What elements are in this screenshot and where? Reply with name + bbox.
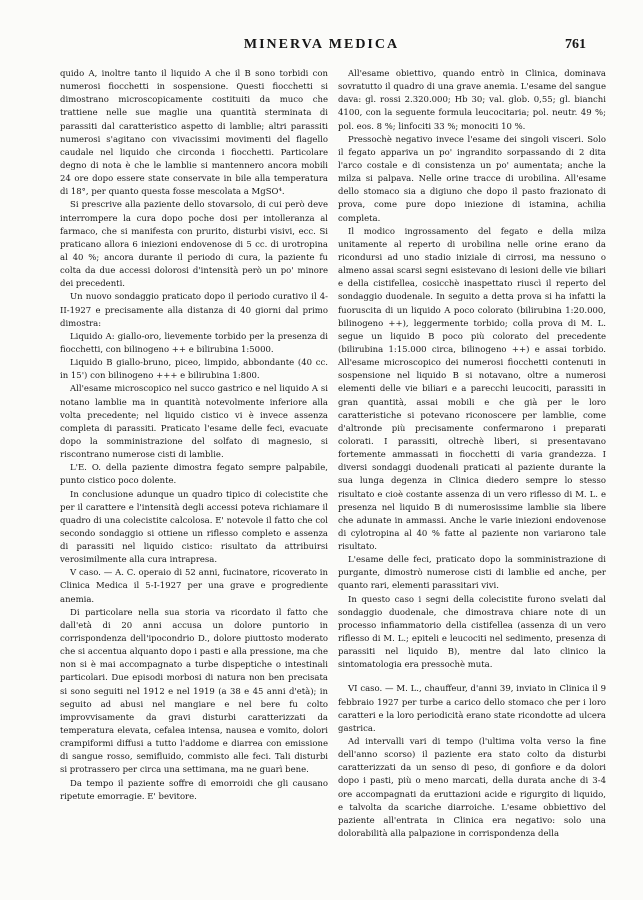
journal-title: MINERVA MEDICA: [243, 37, 400, 52]
paragraph: In conclusione adunque un quadro tipico di colecistite che per il carattere e l'intensità degli accessi poteva richiamare il quadro di una colecistite calcolosa. E' notevole il fatto che col secondo sondaggio si ottiene un riflesso completo e assenza di parassiti nel liquido cistico: risultato da attribuirsi verosimilmente alla cura intrapresa.: [60, 489, 328, 566]
paragraph: L'E. O. della paziente dimostra fegato sempre palpabile, punto cistico poco dolente.: [60, 463, 328, 487]
paragraph: In questo caso i segni della colecistite furono svelati dal sondaggio duodenale, che dimostrava chiare note di un processo infiammatorio della cistifellea (assenza di un vero riflesso di M. L.; epiteli e leucociti nel sedimento, presenza di parassiti nel liquido B), mentre dal lato clinico la sintomatologia era pressochè muta.: [338, 594, 606, 671]
paragraph: Un nuovo sondaggio praticato dopo il periodo curativo il 4-II-1927 e precisamente alla distanza di 40 giorni dal primo dimostra:: [60, 292, 328, 329]
case-v-heading-paragraph: V caso. — A. C. operaio di 52 anni, fucinatore, ricoverato in Clinica Medica il 5-I-1927 per una grave e progrediente anemia.: [60, 568, 328, 605]
paragraph: All'esame microscopico nel succo gastrico e nel liquido A si notano lamblie ma in quantità notevolmente inferiore alla volta precedente; nel liquido cistico vi è invece assenza completa di parassiti. Praticato l'esame delle feci, evacuate dopo la somministrazione del solfato di magnesio, si riscontrano numerose cisti di lamblie.: [60, 384, 328, 461]
paragraph: Ad intervalli vari di tempo (l'ultima volta verso la fine dell'anno scorso) il paziente era stato colto da disturbi caratterizzati da un senso di peso, di gonfiore e da dolori dopo i pasti, più o meno marcati, della durata anche di 3-4 ore accompagnati da eruttazioni acide e rigurgito di liquido, e talvolta da scariche diarroiche. L'esame obbiettivo del paziente all'entrata in Clinica era negativo: solo una dolorabilità alla palpazione in corrispondenza della: [338, 737, 606, 840]
paragraph: quido A, inoltre tanto il liquido A che il B sono torbidi con numerosi fiocchetti in sospensione. Questi fiocchetti si dimostrano microscopicamente costituiti da muco che trattiene nelle sue maglie una quantità sterminata di parassiti dal caratteristico aspetto di lamblie; altri parassiti numerosi s'agitano con vivacissimi movimenti del flagello caudale nel liquido che circonda i fiocchetti. Particolare degno di nota è che le lamblie si mantennero ancora mobili 24 ore dopo essere state conservate in bile alla temperatura di 18°, per quanto questa fosse mescolata a MgSO⁴.: [60, 69, 328, 198]
paragraph: Di particolare nella sua storia va ricordato il fatto che dall'età di 20 anni accusa un dolore puntorio in corrispondenza dell'ipocondrio D., dolore piuttosto moderato che si accentua alquanto dopo i pasti e alla pressione, ma che non si è mai accompagnato a turbe dispeptiche o intestinali particolari. Due episodi morbosi di natura non ben precisata si sono seguiti nel 1912 e nel 1919 (a 38 e 45 anni d'età); in seguito ad abusi nel mangiare e nel bere fu colto improvvisamente da gravi disturbi caratterizzati da temperatura elevata, cefalea intensa, nausea e vomito, dolori crampiformi diffusi a tutto l'addome e diarrea con emissione di sangue rosso, semifluido, commisto alle feci. Tali disturbi si protrassero per circa una settimana, ma ne guarì bene.: [60, 607, 328, 776]
paragraph: Liquido B giallo-bruno, piceo, limpido, abbondante (40 cc. in 15') con bilinogeno +++ e bilirubina 1:800.: [60, 358, 328, 382]
paragraph: Pressochè negativo invece l'esame dei singoli visceri. Solo il fegato appariva un po' ingrandito sorpassando di 2 dita l'arco costale e di consistenza un po' aumentata; anche la milza si palpava. Nelle orine tracce di urobilina. All'esame dello stomaco sia a digiuno che dopo il pasto frazionato di prova, come pure dopo iniezione di istamina, achilia completa.: [338, 134, 606, 224]
left-column: [60, 68, 328, 804]
right-column: [338, 68, 606, 841]
paragraph: All'esame obiettivo, quando entrò in Clinica, dominava sovratutto il quadro di una grave anemia. L'esame del sangue dava: gl. rossi 2.320.000; Hb 30; val. glob. 0,55; gl. bianchi 4100, con la seguente formula leucocitaria; pol. neutr. 49 %; pol. eos. 8 %; linfociti 33 %; monociti 10 %.: [338, 69, 606, 132]
case-vi-heading-paragraph: VI caso. — M. L., chauffeur, d'anni 39, inviato in Clinica il 9 febbraio 1927 per turbe a carico dello stomaco che per i loro caratteri e la loro periodicità erano state ricondotte ad ulcera gastrica.: [338, 684, 606, 734]
paragraph: Si prescrive alla paziente dello stovarsolo, di cui però deve interrompere la cura dopo poche dosi per intolleranza al farmaco, che si manifesta con prurito, disturbi visivi, ecc. Si praticano allora 6 iniezioni endovenose di 5 cc. di urotropina al 40 %; ancora durante il periodo di cura, la paziente fu colta da due accessi dolorosi d'intensità però un po' minore dei precedenti.: [60, 200, 328, 290]
paragraph: Liquido A: giallo-oro, lievemente torbido per la presenza di fiocchetti, con bilinogeno ++ e bilirubina 1:5000.: [60, 331, 328, 355]
paragraph: Il modico ingrossamento del fegato e della milza unitamente al reperto di urobilina nelle orine erano da ricondursi ad uno stadio iniziale di cirrosi, ma nessuno o almeno assai scarsi segni esistevano di lesioni delle vie biliari e della cistifellea, cosicchè inaspettato riuscì il reperto del sondaggio duodenale. In seguito a detta prova si ha infatti la fuoruscita di un liquido A poco colorato (bilirubina 1:20.000, bilinogeno ++), leggermente torbido; colla prova di M. L. segue un liquido B poco più colorato del precedente (bilirubina 1:15.000 circa, bilinogeno ++) e assai torbido. All'esame microscopico dei numerosi fiocchetti contenuti in sospensione nel liquido B si notavano, oltre a numerosi elementi delle vie biliari e a parecchi leucociti, parassiti in gran quantità, assai mobili e che già per le loro caratteristiche si potevano riconoscere per lamblie, come d'altronde più precisamente confermarono i preparati colorati. I parassiti, oltrechè liberi, si presentavano fortemente ammassati in fiocchetti di varia grandezza. I diversi sondaggi duodenali praticati al paziente durante la sua lunga degenza in Clinica diedero sempre lo stesso risultato e cioè costante assenza di un vero riflesso di M. L. e presenza nel liquido B di numerosissime lamblie sia libere che adunate in ammassi. Anche le varie iniezioni endovenose di cylotropina al 40 % fatte al paziente non variarono tale risultato.: [338, 226, 606, 553]
paragraph: Da tempo il paziente soffre di emorroidi che gli causano ripetute emorragie. E' bevitore.: [60, 778, 328, 802]
paragraph: L'esame delle feci, praticato dopo la somministrazione di purgante, dimostrò numerose cisti di lamblie ed anche, per quanto rari, elementi parassitari vivi.: [338, 555, 606, 592]
page-number: 761: [565, 37, 586, 52]
